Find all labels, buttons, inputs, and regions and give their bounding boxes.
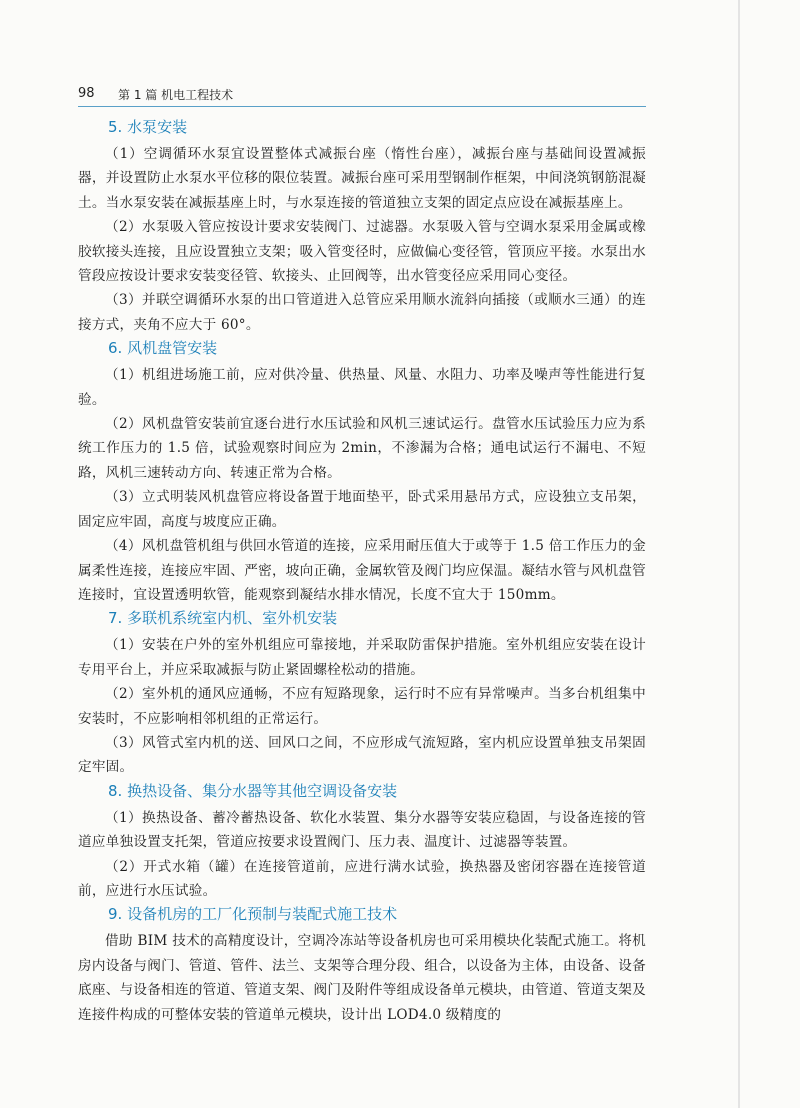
scan-edge-line <box>738 0 740 1108</box>
page-number: 98 <box>78 86 95 101</box>
paragraph: （2）水泵吸入管应按设计要求安装阀门、过滤器。水泵吸入管与空调水泵采用金属或橡胶软接头连接，且应设置独立支架；吸入管变径时，应做偏心变径管，管顶应平接。水泵出水管段应按设计要求安装变径管、软接头、止回阀等，出水管变径应采用同心变径。 <box>78 219 646 285</box>
section-heading: 7. 多联机系统室内机、室外机安装 <box>108 609 338 628</box>
paragraph: （4）风机盘管机组与供回水管道的连接，应采用耐压值大于或等于 1.5 倍工作压力的金属柔性连接，连接应牢固、严密，坡向正确，金属软管及阀门均应保温。凝结水管与风机盘管连接时，宜设置透明软管，能观察到凝结水排水情况，长度不宜大于 150mm。 <box>78 538 646 603</box>
paragraph: （1）机组进场施工前，应对供冷量、供热量、风量、水阻力、功率及噪声等性能进行复验。 <box>78 367 646 408</box>
paragraph: （3）立式明装风机盘管应将设备置于地面垫平，卧式采用悬吊方式，应设独立支吊架，固定应牢固，高度与坡度应正确。 <box>78 489 646 530</box>
section-pump-installation <box>78 116 646 337</box>
section-heading: 8. 换热设备、集分水器等其他空调设备安装 <box>108 781 398 800</box>
paragraph: （2）室外机的通风应通畅，不应有短路现象，运行时不应有异常噪声。当多台机组集中安装时，不应影响相邻机组的正常运行。 <box>78 686 646 727</box>
section-heading: 9. 设备机房的工厂化预制与装配式施工技术 <box>108 905 398 924</box>
section-vrf-installation <box>78 607 646 779</box>
page-header <box>78 86 646 107</box>
section-prefabrication <box>78 903 646 1027</box>
paragraph: （1）安装在户外的室外机组应可靠接地，并采取防雷保护措施。室外机组应安装在设计专用平台上，并应采取减振与防止紧固螺栓松动的措施。 <box>78 637 646 678</box>
body-text <box>78 116 646 1027</box>
chapter-title: 第 1 篇 机电工程技术 <box>118 88 234 102</box>
section-heat-exchange-equipment <box>78 780 646 904</box>
paragraph: （1）空调循环水泵宜设置整体式减振台座（惰性台座），减振台座与基础间设置减振器，并设置防止水泵水平位移的限位装置。减振台座可采用型钢制作框架，中间浇筑钢筋混凝土。当水泵安装在减振基座上时，与水泵连接的管道独立支架的固定点应设在减振基座上。 <box>78 146 646 211</box>
paragraph: （3）并联空调循环水泵的出口管道进入总管应采用顺水流斜向插接（或顺水三通）的连接方式，夹角不应大于 60°。 <box>78 292 646 333</box>
section-heading: 5. 水泵安装 <box>108 118 188 136</box>
paragraph: （2）开式水箱（罐）在连接管道前，应进行满水试验，换热器及密闭容器在连接管道前，应进行水压试验。 <box>78 858 646 899</box>
section-fan-coil-installation <box>78 337 646 607</box>
section-heading: 6. 风机盘管安装 <box>108 339 218 358</box>
paragraph: （3）风管式室内机的送、回风口之间，不应形成气流短路，室内机应设置单独支吊架固定牢固。 <box>78 734 646 776</box>
paragraph: （2）风机盘管安装前宜逐台进行水压试验和风机三速试运行。盘管水压试验压力应为系统工作压力的 1.5 倍，试验观察时间应为 2min，不渗漏为合格；通电试运行不漏电、不短路，风机三速转动方向、转速正常为合格。 <box>78 416 646 481</box>
paragraph: 借助 BIM 技术的高精度设计，空调冷冻站等设备机房也可采用模块化装配式施工。将机房内设备与阀门、管道、管件、法兰、支架等合理分段、组合，以设备为主体，由设备、设备底座、与设备相连的管道、管道支架、阀门及附件等组成设备单元模块，由管道、管道支架及连接件构成的可整体安装的管道单元模块，设计出 LOD4.0 级精度的 <box>78 933 646 1023</box>
paragraph: （1）换热设备、蓄冷蓄热设备、软化水装置、集分水器等安装应稳固，与设备连接的管道应单独设置支托架，管道应按要求设置阀门、压力表、温度计、过滤器等装置。 <box>78 809 646 851</box>
